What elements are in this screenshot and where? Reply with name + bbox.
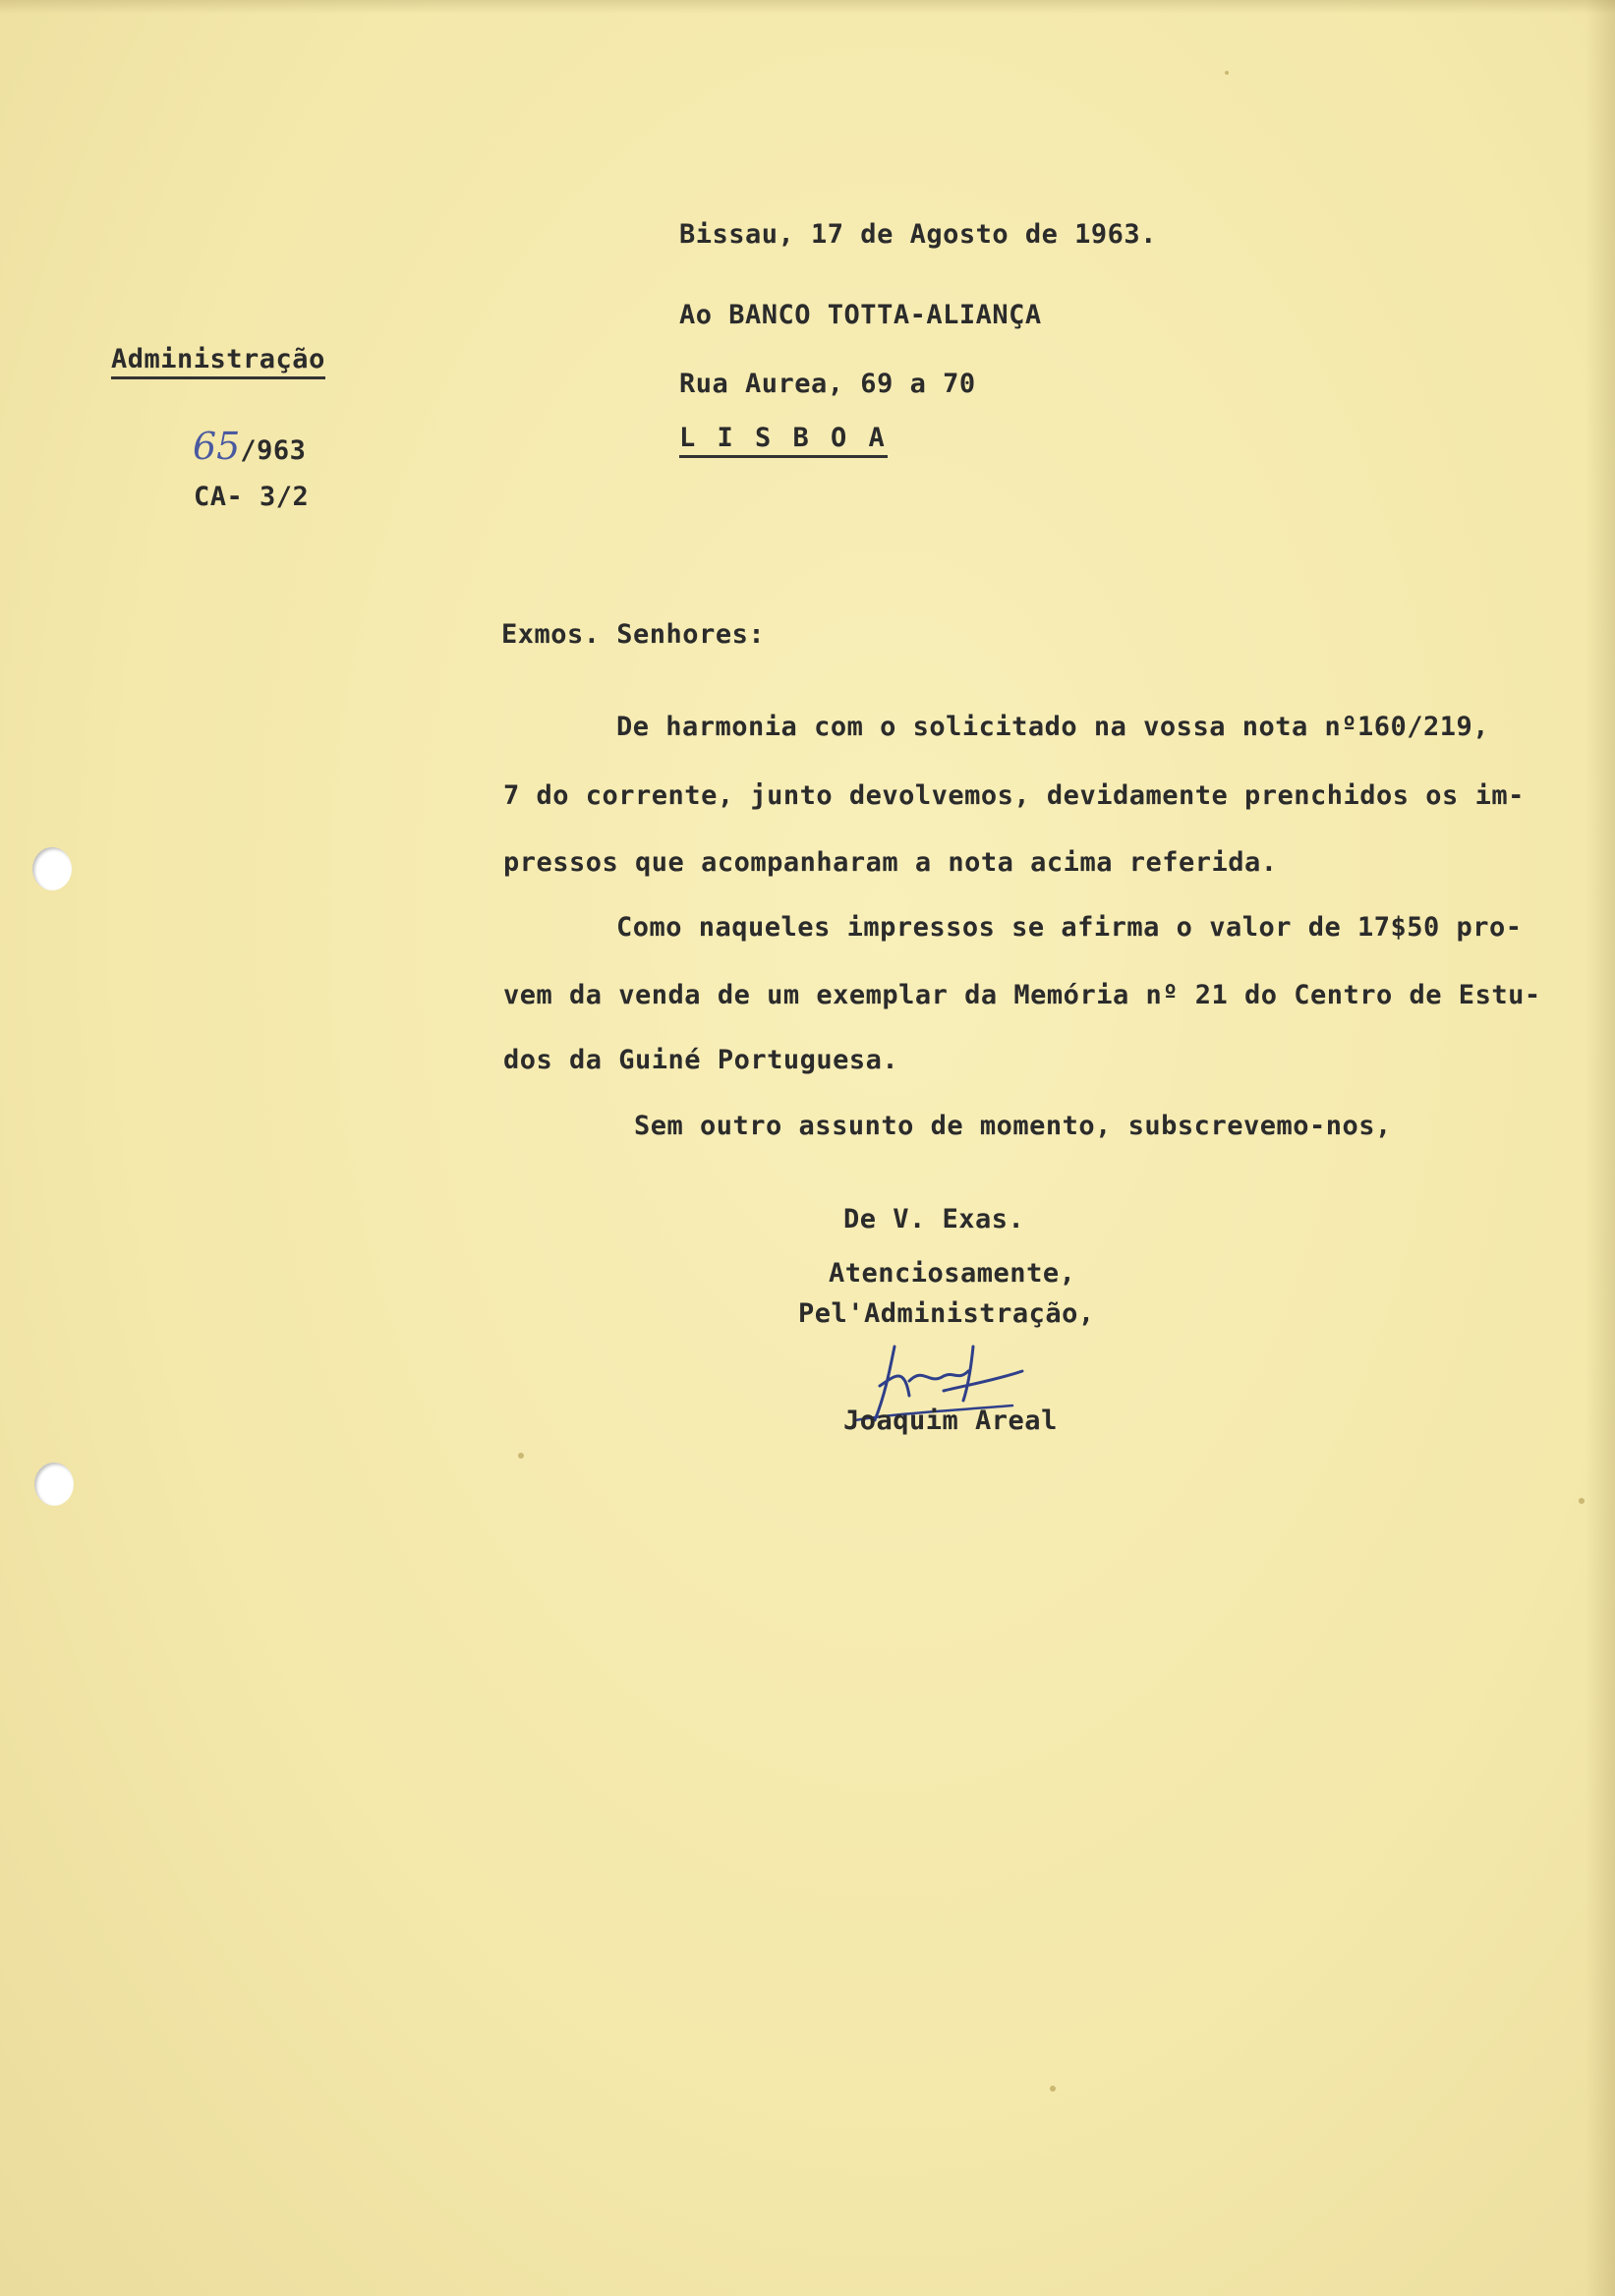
- place-date: Bissau, 17 de Agosto de 1963.: [679, 219, 1157, 250]
- paper-speck: [1050, 2086, 1056, 2092]
- file-code: CA- 3/2: [194, 482, 310, 512]
- body-line: vem da venda de um exemplar da Memória nº 21 do Centro de Estu-: [503, 980, 1541, 1010]
- reference-number: [193, 425, 306, 468]
- body-line: Sem outro assunto de momento, subscrevemo-nos,: [634, 1111, 1392, 1141]
- city: L I S B O A: [679, 423, 888, 458]
- right-edge-shadow: [1586, 0, 1615, 2296]
- ref-year: /963: [240, 435, 307, 466]
- body-line: pressos que acompanharam a nota acima referida.: [503, 847, 1278, 878]
- body-line: dos da Guiné Portuguesa.: [503, 1045, 899, 1075]
- department-label: Administração: [111, 344, 325, 379]
- body-line: 7 do corrente, junto devolvemos, devidamente prenchidos os im-: [503, 780, 1525, 811]
- salutation: Exmos. Senhores:: [501, 619, 766, 650]
- closing-line: Atenciosamente,: [829, 1258, 1076, 1289]
- addressee: Ao BANCO TOTTA-ALIANÇA: [679, 300, 1042, 330]
- punch-hole-top: [32, 847, 72, 890]
- street-address: Rua Aurea, 69 a 70: [679, 369, 976, 399]
- top-edge-shadow: [0, 0, 1615, 14]
- paper-speck: [1579, 1498, 1585, 1504]
- closing-line: Pel'Administração,: [798, 1298, 1095, 1329]
- body-line: De harmonia com o solicitado na vossa nota nº160/219,: [616, 712, 1490, 742]
- signatory-name: Joaquim Areal: [843, 1406, 1058, 1436]
- handwritten-ref-number: 65: [193, 425, 241, 468]
- paper-speck: [518, 1453, 524, 1459]
- paper-speck: [1225, 71, 1229, 75]
- body-line: Como naqueles impressos se afirma o valor de 17$50 pro-: [616, 912, 1523, 943]
- punch-hole-bottom: [34, 1463, 74, 1506]
- closing-line: De V. Exas.: [843, 1204, 1025, 1234]
